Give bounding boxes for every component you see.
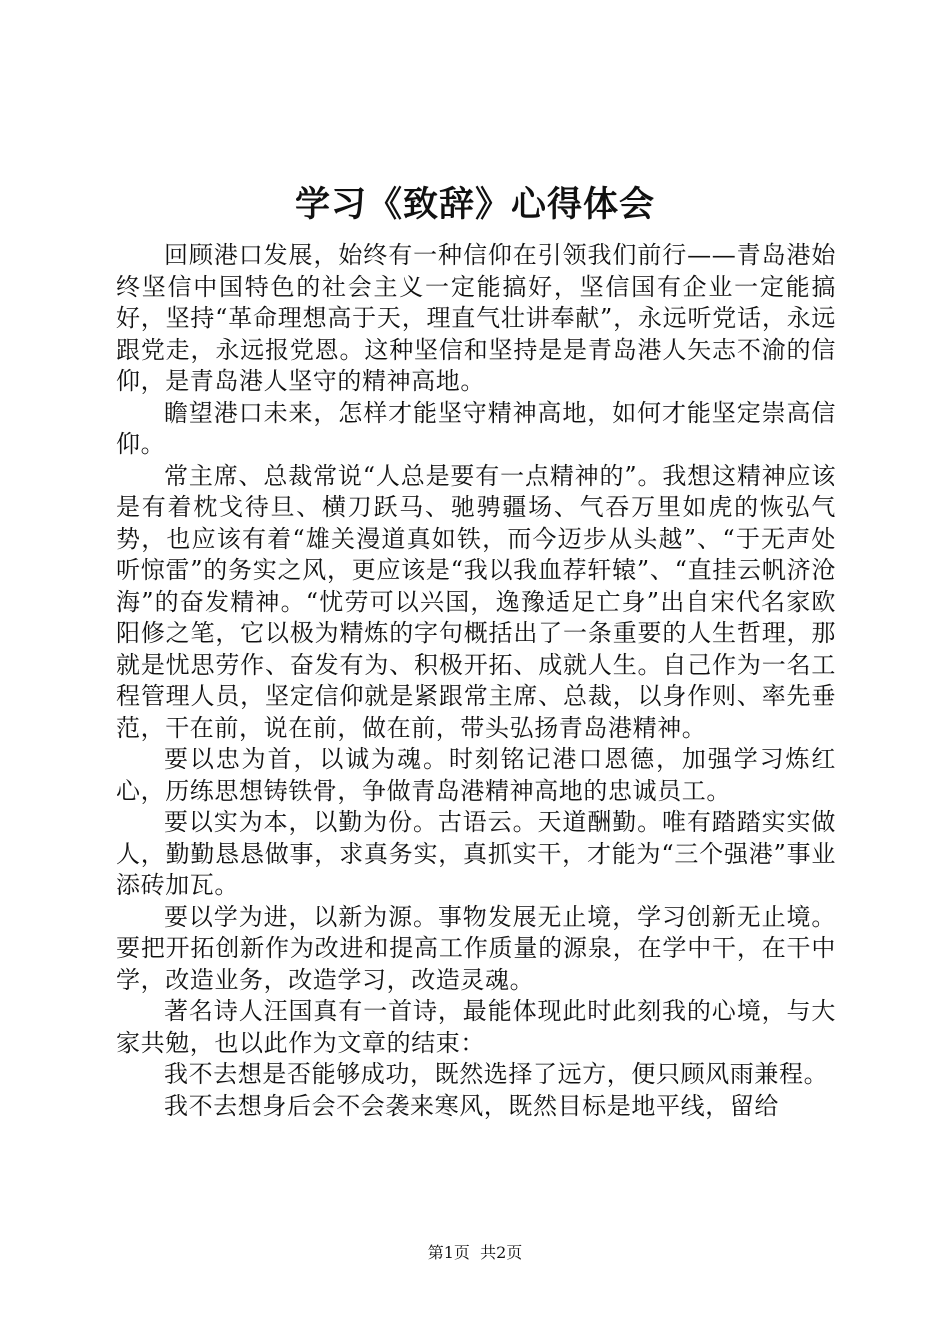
page-footer — [0, 1242, 950, 1264]
paragraph: 我不去想身后会不会袭来寒风，既然目标是地平线，留给 — [164, 1091, 779, 1120]
paragraph: 著名诗人汪国真有一首诗，最能体现此时此刻我的心境，与大家共勉，也以此作为文章的结束： — [116, 997, 836, 1057]
paragraph: 要以实为本，以勤为份。古语云。天道酬勤。唯有踏踏实实做人，勤勤恳恳做事，求真务实，真抓实干，才能为“三个强港”事业添砖加瓦。 — [116, 808, 836, 899]
paragraph: 瞻望港口未来，怎样才能坚守精神高地，如何才能坚定崇高信仰。 — [116, 398, 836, 458]
page-title: 学习《致辞》心得体会 — [294, 185, 655, 225]
document-body — [116, 240, 836, 1122]
paragraph: 常主席、总裁常说“人总是要有一点精神的”。我想这精神应该是有着枕戈待旦、横刀跃马、驰骋疆场、气吞万里如虎的恢弘气势，也应该有着“雄关漫道真如铁，而今迈步从头越”、“于无声处听惊雷”的务实之风，更应该是“我以我血荐轩辕”、“直挂云帆济沧海”的奋发精神。“忧劳可以兴国，逸豫适足亡身”出自宋代名家欧阳修之笔，它以极为精炼的字句概括出了一条重要的人生哲理，那就是忧思劳作、奋发有为、积极开拓、成就人生。自己作为一名工程管理人员，坚定信仰就是紧跟常主席、总裁，以身作则、率先垂范，干在前，说在前，做在前，带头弘扬青岛港精神。 — [116, 461, 836, 742]
paragraph: 我不去想是否能够成功，既然选择了远方，便只顾风雨兼程。 — [164, 1060, 829, 1088]
page-total: 共2页 — [480, 1243, 523, 1262]
page-number: 第1页 — [427, 1243, 470, 1262]
paragraph: 回顾港口发展，始终有一种信仰在引领我们前行——青岛港始终坚信中国特色的社会主义一定能搞好，坚信国有企业一定能搞好，坚持“革命理想高于天，理直气壮讲奉献”，永远听党话，永远跟党走，永远报党恩。这种坚信和坚持是是青岛港人矢志不渝的信仰，是青岛港人坚守的精神高地。 — [116, 241, 836, 395]
paragraph: 要以学为进，以新为源。事物发展无止境，学习创新无止境。要把开拓创新作为改进和提高工作质量的源泉，在学中干，在干中学，改造业务，改造学习，改造灵魂。 — [116, 902, 836, 994]
paragraph: 要以忠为首，以诚为魂。时刻铭记港口恩德，加强学习炼红心，历练思想铸铁骨，争做青岛港精神高地的忠诚员工。 — [116, 745, 836, 805]
